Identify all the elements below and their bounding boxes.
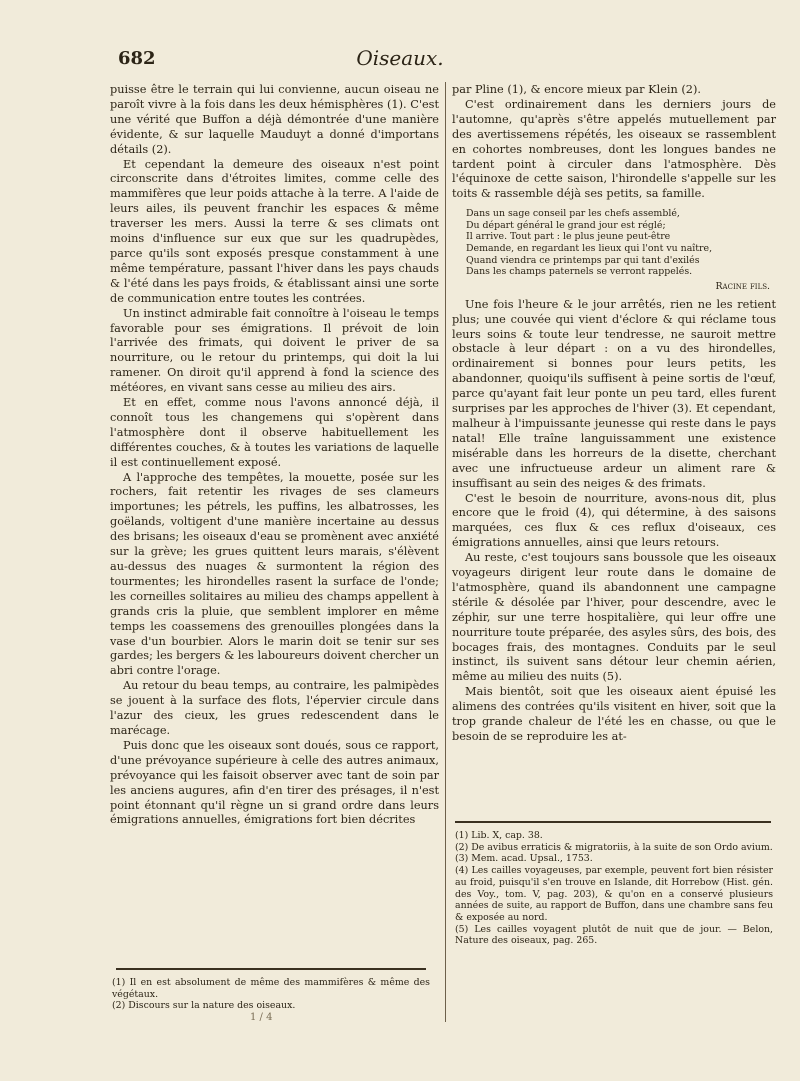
right-footnote-2: (2) De avibus erraticis & migratoriis, à la suite de son Ordo avium. bbox=[455, 841, 773, 853]
right-footnote-4: (4) Les cailles voyageuses, par exemple, peuvent fort bien résister au froid, puisqu'il s'en trouve en Islande, dit Horrebow (Hist. gén. des Voy., tom. V, pag. 203), & qu'on en a conservé plusieurs années de suite, au rapport de Buffon, dans une chambre sans feu & exposée au nord. bbox=[455, 865, 773, 923]
left-footnote-rule bbox=[116, 968, 426, 970]
left-paragraph-1: puisse être le terrain qui lui convienne, aucun oiseau ne paroît vivre à la fois dans les deux hémisphères (1). C'est une vérité que Buffon a déjà démontrée d'une manière évidente, & sur laquelle Mauduyt a donné d'importans détails (2). bbox=[110, 83, 439, 156]
poem-line: Demande, en regardant les lieux qui l'ont vu naître, bbox=[466, 243, 713, 255]
left-paragraph-5: A l'approche des tempêtes, la mouette, posée sur les rochers, fait retentir les rivages de ses clameurs importunes; les pétrels, les puffins, les albatrosses, les goëlands, voltigent d'une manière incertaine au dessus des brisans; les oiseaux d'eau se promènent avec anxiété sur la grève; les grues quittent leurs marais, s'élèvent au-dessus des nuages & surmontent la région des tourmentes; les hirondelles rasent la surface de l'onde; les corneilles solitaires au milieu des champs appellent à grands cris la pluie, que semblent implorer en même temps les coassemens des grenouilles plongées dans la vase d'un bourbier. Alors le marin doit se tenir sur ses gardes; les bergers & les laboureurs doivent chercher un abri contre l'orage. bbox=[110, 470, 439, 678]
poem-line: Quand viendra ce printemps par qui tant d'exilés bbox=[466, 254, 700, 266]
right-footnote-3: (3) Mem. acad. Upsal., 1753. bbox=[455, 853, 593, 865]
right-paragraph-6: Mais bientôt, soit que les oiseaux aient épuisé les alimens des contrées qu'ils visitent en hiver, soit que la trop grande chaleur de l'été les en chasse, ou que le besoin de se reproduire les at- bbox=[452, 685, 776, 743]
left-paragraph-6: Au retour du beau temps, au contraire, les palmipèdes se jouent à la surface des flots, l'épervier circule dans l'azur des cieux, les grues redescendent dans le marécage. bbox=[110, 679, 439, 737]
right-paragraph-5: Au reste, c'est toujours sans boussole que les oiseaux voyageurs dirigent leur route dans le domaine de l'atmosphère, quand ils abandonnent une campagne stérile & désolée par l'hiver, pour descendre, avec le zéphir, sur une terre hospitalière, qui leur offre une nourriture toute préparée, des asyles sûrs, des bois, des bocages frais, des montagnes. Conduits par le seul instinct, ils suivent sans détour leur chemin aérien, même au milieu des nuits (5). bbox=[452, 551, 776, 684]
right-paragraph-2: C'est ordinairement dans les derniers jours de l'automne, qu'après s'être appelés mutuellement par des avertissemens répétés, les oiseaux se rassemblent en cohortes nombreuses, dont les longues bandes ne tardent point à circuler dans l'atmosphère. Dès l'équinoxe de cette saison, l'hirondelle s'appelle sur les toits & rassemble déjà ses petits, sa famille. bbox=[452, 97, 776, 201]
left-paragraph-7: Puis donc que les oiseaux sont doués, sous ce rapport, d'une prévoyance supérieure à celle des autres animaux, prévoyance qui les faisoit observer avec tant de soin par les anciens augures, afin d'en tirer des présages, il n'est point étonnant qu'il règne un si grand ordre dans leurs émigrations annuelles, émigrations fort bien décrites bbox=[110, 738, 439, 827]
running-title: Oiseaux. bbox=[356, 46, 444, 70]
right-footnote-5: (5) Les cailles voyagent plutôt de nuit que de jour. — Belon, Nature des oiseaux, pag. 265. bbox=[455, 923, 773, 947]
poem-quote bbox=[466, 208, 776, 278]
right-paragraph-4: C'est le besoin de nourriture, avons-nous dit, plus encore que le froid (4), qui détermine, à des saisons marquées, ces flux & ces reflux d'oiseaux, ces émigrations annuelles, ainsi que leurs retours. bbox=[452, 491, 776, 550]
poem-author: Racine fils. bbox=[715, 280, 770, 292]
poem-line: Dans les champs paternels se verront rappelés. bbox=[466, 266, 693, 278]
left-paragraph-2: Et cependant la demeure des oiseaux n'est point circonscrite dans d'étroites limites, comme celle des mammifères que leur poids attache à la terre. A l'aide de leurs ailes, ils peuvent franchir les espaces & même traverser les mers. Aussi la terre & ses climats ont moins d'influence sur eux que sur les quadrupèdes, parce qu'ils sont exposés presque constamment à une même température, passant l'hiver dans les pays chauds & l'été dans les pays froids, & établissant ainsi une sorte de communication entre toutes les contrées. bbox=[110, 157, 439, 305]
left-paragraph-3: Un instinct admirable fait connoître à l'oiseau le temps favorable pour ses émigrations. Il prévoit de loin l'arrivée des frimats, qui doivent le priver de sa nourriture, ou le retour du printemps, qui doit la lui ramener. On diroit qu'il apprend à fond la science des météores, en vivant sans cesse au milieu des airs. bbox=[110, 306, 439, 395]
right-column bbox=[452, 83, 776, 745]
poem-line: Du départ général le grand jour est réglé; bbox=[466, 219, 666, 231]
left-footnote-1: (1) Il en est absolument de même des mammifères & même des végétaux. bbox=[112, 977, 430, 1000]
right-paragraph-1: par Pline (1), & encore mieux par Klein (2). bbox=[452, 83, 701, 96]
poem-line: Il arrive. Tout part : le plus jeune peut-être bbox=[466, 231, 671, 243]
column-divider bbox=[445, 82, 446, 1022]
signature-mark: 1 / 4 bbox=[250, 1012, 273, 1023]
left-footnote-2: (2) Discours sur la nature des oiseaux. bbox=[112, 1000, 296, 1012]
right-footnote-rule bbox=[455, 821, 771, 823]
right-paragraph-3: Une fois l'heure & le jour arrêtés, rien ne les retient plus; une couvée qui vient d'éclore & qui réclame tous leurs soins & toute leur tendresse, ne sauroit mettre obstacle à leur départ : on a vu des hirondelles, ordinairement si bonnes pour leurs petits, les abandonner, quoiqu'ils suffisent à peine sortis de l'œuf, parce qu'ayant fait leur ponte un peu tard, elles furent surprises par les approches de l'hiver (3). Et cependant, malheur à l'impuissante jeunesse qui reste dans le pays natal! Elle traîne languissamment une existence misérable dans les horreurs de la disette, cherchant avec une infructueuse ardeur un aliment rare & insuffisant au sein des neiges & des frimats. bbox=[452, 297, 776, 490]
page-number: 682 bbox=[118, 48, 156, 69]
left-paragraph-4: Et en effet, comme nous l'avons annoncé déjà, il connoît tous les changemens qui s'opèrent dans l'atmosphère dont il observe habituellement les différentes couches, & à toutes les variations de laquelle il est continuellement exposé. bbox=[110, 396, 439, 469]
right-footnote-1: (1) Lib. X, cap. 38. bbox=[455, 830, 543, 841]
left-footnotes bbox=[112, 977, 430, 1012]
right-footnotes bbox=[455, 830, 773, 947]
poem-line: Dans un sage conseil par les chefs assemblé, bbox=[466, 208, 680, 220]
left-column bbox=[110, 83, 439, 828]
